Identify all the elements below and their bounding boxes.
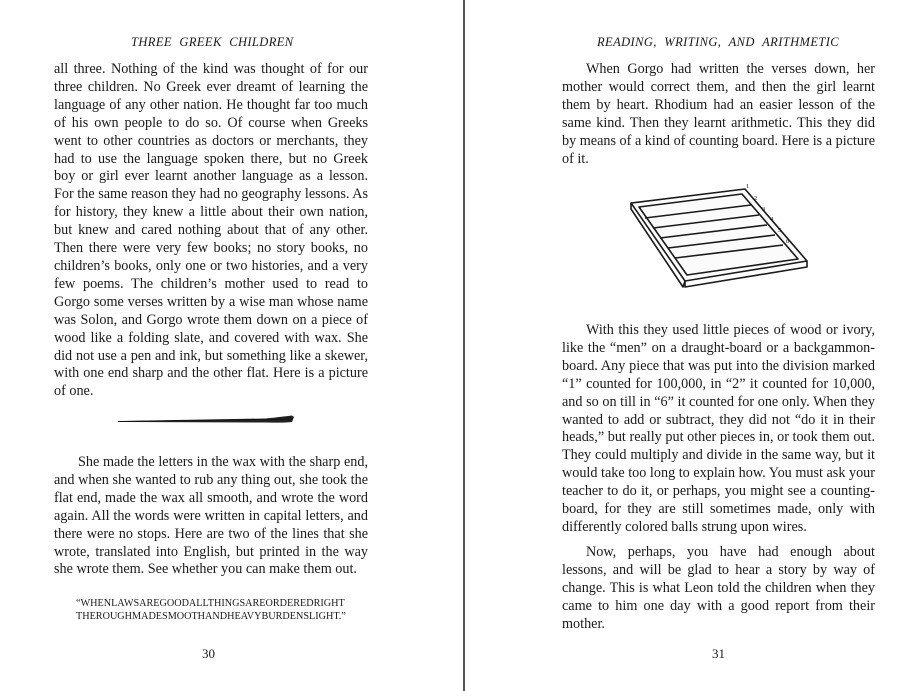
board-label-6: 6 — [786, 238, 790, 245]
page-number-right: 31 — [712, 646, 725, 661]
board-label-3: 3 — [762, 206, 766, 213]
paragraph-left-2: She made the letters in the wax with the sharp end, and when she wanted to rub any thing out, she took the flat end, made the wax all smooth, and wrote the word again. All the words were written in capital letters, and there were no stops. Here are two of the lines that she wrote, translated into English, but printed in the way she wrote them. See whether you can make them out. — [54, 454, 368, 578]
stylus-illustration — [116, 410, 296, 430]
right-page — [465, 0, 924, 691]
paragraph-right-1: When Gorgo had written the verses down, her mother would correct them, and then the girl learnt them by heart. Rhodium had an easier lesson of the same kind. Then they learnt arithmetic. This they did by means of a kind of counting board. Here is a picture of it. — [562, 61, 875, 167]
capital-letter-quote — [76, 597, 346, 623]
paragraph-right-2: With this they used little pieces of wood or ivory, like the “men” on a draught-board or a backgammon-board. Any piece that was put into the division marked “1” counted for 100,000, in “2” it counted for 10,000, and so on till in “6” it counted for one only. When they wanted to add or subtract, they did not “do it in their heads,” but really put other pieces in, or took them out. They could multiply and divide in the same way, but it would take too long to explain how. You must ask your teacher to do it, or perhaps, you might see a counting-board, for they are still sometimes made, only with differently colored balls strung upon wires. — [562, 322, 875, 535]
paragraph-left-1: all three. Nothing of the kind was thought of for our three children. No Greek ever dreamt of learning the language of any other nation. He thought far too much of his own people to do so. Of course when Greeks went to other countries as doctors or merchants, they had to use the language spoken there, but no Greek boy or girl ever learnt another language as a lesson. For the same reason they had no geography lessons. As for history, they knew a little about their own nation, but knew and cared nothing about that of any other. Then there were very few books; no story books, no children’s books, only one or two histories, and a very few poems. The children’s mother used to read to Gorgo some verses written by a wise man whose name was Solon, and Gorgo wrote them down on a piece of wood like a folding slate, and covered with wax. She did not use a pen and ink, but something like a skewer, with one end sharp and the other flat. Here is a picture of one. — [54, 61, 368, 400]
board-label-4: 4 — [770, 216, 774, 223]
counting-board-illustration — [625, 181, 810, 293]
board-label-5: 5 — [778, 227, 782, 234]
board-label-1: 1 — [746, 183, 750, 190]
paragraph-right-3: Now, perhaps, you have had enough about lessons, and will be glad to hear a story by way of change. This is what Leon told the children when they came to him one day with a good report from their mother. — [562, 544, 875, 632]
page-number-left: 30 — [202, 646, 215, 661]
running-head-right: READING, WRITING, AND ARITHMETIC — [597, 35, 840, 49]
quote-line-2: THEROUGHMADESMOOTHANDHEAVYBURDENSLIGHT.” — [76, 611, 346, 622]
quote-line-1: “WHENLAWSAREGOODALLTHINGSAREORDEREDRIGHT — [76, 598, 345, 609]
board-label-2: 2 — [754, 195, 758, 202]
running-head-left: THREE GREEK CHILDREN — [131, 35, 294, 49]
